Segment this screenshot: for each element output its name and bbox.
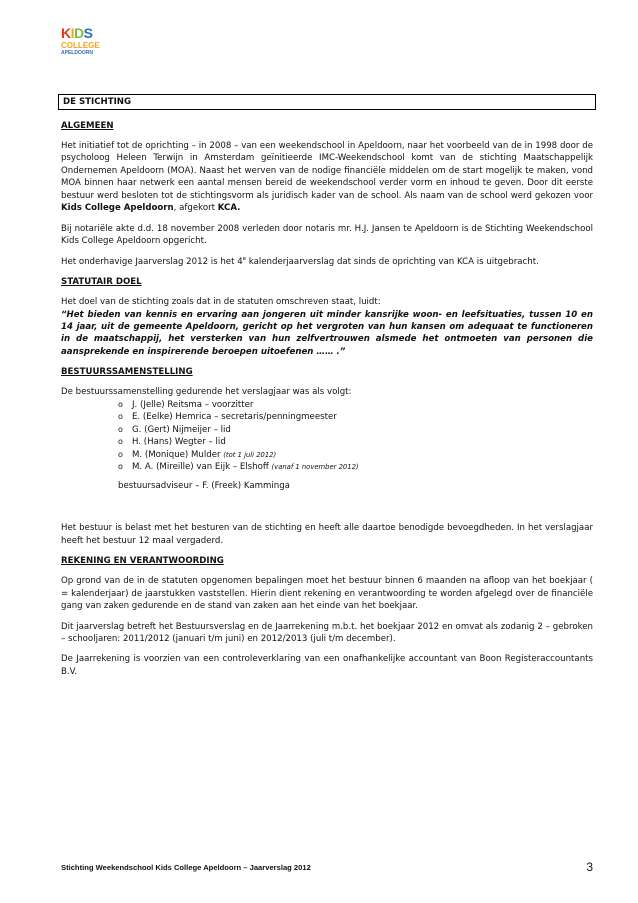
school-name: Kids College Apeldoorn — [61, 203, 174, 214]
text-run: Het doel van de stichting zoals dat in de statuten omschreven staat, luidt: — [61, 297, 381, 308]
paragraph-rekening-3: De Jaarrekening is voorzien van een controleverklaring van een onafhankelijke accountant van Boon Registeraccountants B.V. — [61, 654, 593, 677]
board-member-note: (tot 1 juli 2012) — [223, 450, 277, 459]
board-member-name: H. (Hans) Wegter – lid — [132, 437, 226, 448]
logo-letter: D — [74, 25, 84, 41]
page-footer — [61, 862, 593, 873]
text-run: , afgekort — [173, 203, 218, 214]
board-member-note: (vanaf 1 november 2012) — [271, 463, 359, 472]
text-run: Het initiatief tot de oprichting – in 2008 – van een weekendschool in Apeldoorn, naar het voorbeeld van de in 1998 door de psycholoog Heleen Terwijn in Amsterdam geïnitieerde IMC-Weekendschool komt van de stichting Maatschappelijk Ondernemen Apeldoorn (MOA). Naast het werven van de nodige financiële middelen om de start mogelijk te maken, vond MOA binnen haar netwerk een aantal mensen bereid de weekendschool verder vorm en inhoud te geven. Door dit eerste bestuur werd besloten tot de stichtingsvorm als juridisch kader van de school. Als naam van de school werd gekozen voor — [61, 141, 593, 201]
board-members-list — [61, 399, 593, 474]
text-run: Het onderhavige Jaarverslag 2012 is het 4 — [61, 256, 243, 267]
board-member — [118, 399, 593, 412]
logo-apeldoorn-text: APELDOORN — [61, 50, 93, 56]
board-advisor: bestuursadviseur – F. (Freek) Kamminga — [118, 480, 290, 491]
page-number: 3 — [586, 860, 593, 874]
board-member-name: E. (Eelke) Hemrica – secretaris/penningmeester — [132, 412, 337, 423]
paragraph-bestuur-after: Het bestuur is belast met het besturen van de stichting en heeft alle daartoe benodigde bevoegdheden. In het verslagjaar heeft het bestuur 12 maal vergaderd. — [61, 523, 593, 546]
heading-bestuurssamenstelling: BESTUURSSAMENSTELLING — [61, 367, 193, 378]
logo-letter: I — [70, 25, 75, 41]
heading-rekening: REKENING EN VERANTWOORDING — [61, 556, 224, 567]
board-member-name: M. A. (Mireille) van Eijk – Elshoff — [132, 462, 272, 473]
paragraph-statutair-doel — [61, 296, 593, 358]
text-run: kalenderjaarverslag dat sinds de oprichting van KCA is uitgebracht. — [246, 256, 539, 267]
logo-letter: S — [83, 25, 93, 41]
ordinal-superscript: e — [242, 255, 247, 262]
logo-college-text: COLLEGE — [61, 41, 100, 50]
logo-letter: K — [61, 25, 71, 41]
heading-algemeen: ALGEMEEN — [61, 121, 114, 131]
kids-college-logo — [61, 26, 101, 68]
statutes-quote: “Het bieden van kennis en ervaring aan jongeren uit minder kansrijke woon- en leefsituaties, tussen 10 en 14 jaar, uit de gemeente Apeldoorn, gericht op het vergroten van hun kansen om adequaat te functioneren in de maatschappij, het versterken van hun zelfvertrouwen alsmede het ontmoeten van personen die aansprekende en inspirerende beroepen uitoefenen …… .” — [61, 309, 593, 357]
school-abbreviation: KCA. — [217, 203, 241, 214]
board-member — [118, 436, 593, 449]
paragraph-bestuur-intro: De bestuurssamenstelling gedurende het verslagjaar was als volgt: — [61, 387, 352, 398]
paragraph-algemeen-2: Bij notariële akte d.d. 18 november 2008 verleden door notaris mr. H.J. Jansen te Apeldoorn is de Stichting Weekendschool Kids College Apeldoorn opgericht. — [61, 223, 593, 247]
paragraph-rekening-2: Dit jaarverslag betreft het Bestuursverslag en de Jaarrekening m.b.t. het boekjaar 2012 en omvat als zodanig 2 – gebroken – schooljaren: 2011/2012 (januari t/m juni) en 2012/2013 (juli t/m december). — [61, 621, 593, 644]
paragraph-algemeen-1 — [61, 140, 593, 215]
logo-kids-text — [61, 26, 101, 40]
board-member — [118, 411, 593, 424]
footer-text: Stichting Weekendschool Kids College Apeldoorn – Jaarverslag 2012 — [61, 863, 311, 872]
board-member — [118, 449, 593, 462]
section-header-box: DE STICHTING — [58, 94, 596, 110]
board-member — [118, 424, 593, 437]
board-member-name: J. (Jelle) Reitsma – voorzitter — [132, 399, 254, 410]
board-member-name: M. (Monique) Mulder — [132, 449, 224, 460]
paragraph-algemeen-3 — [61, 256, 593, 268]
board-member-name: G. (Gert) Nijmeijer – lid — [132, 424, 231, 435]
board-member — [118, 461, 593, 474]
page-content — [61, 120, 593, 686]
paragraph-rekening-1: Op grond van de in de statuten opgenomen bepalingen moet het bestuur binnen 6 maanden na afloop van het boekjaar ( = kalenderjaar) de jaarstukken vaststellen. Hierin dient rekening en verantwoording te worden afgelegd over de financiële gang van zaken gedurende en de stand van zaken aan het einde van het boekjaar. — [61, 576, 593, 612]
heading-statutair-doel: STATUTAIR DOEL — [61, 277, 142, 288]
